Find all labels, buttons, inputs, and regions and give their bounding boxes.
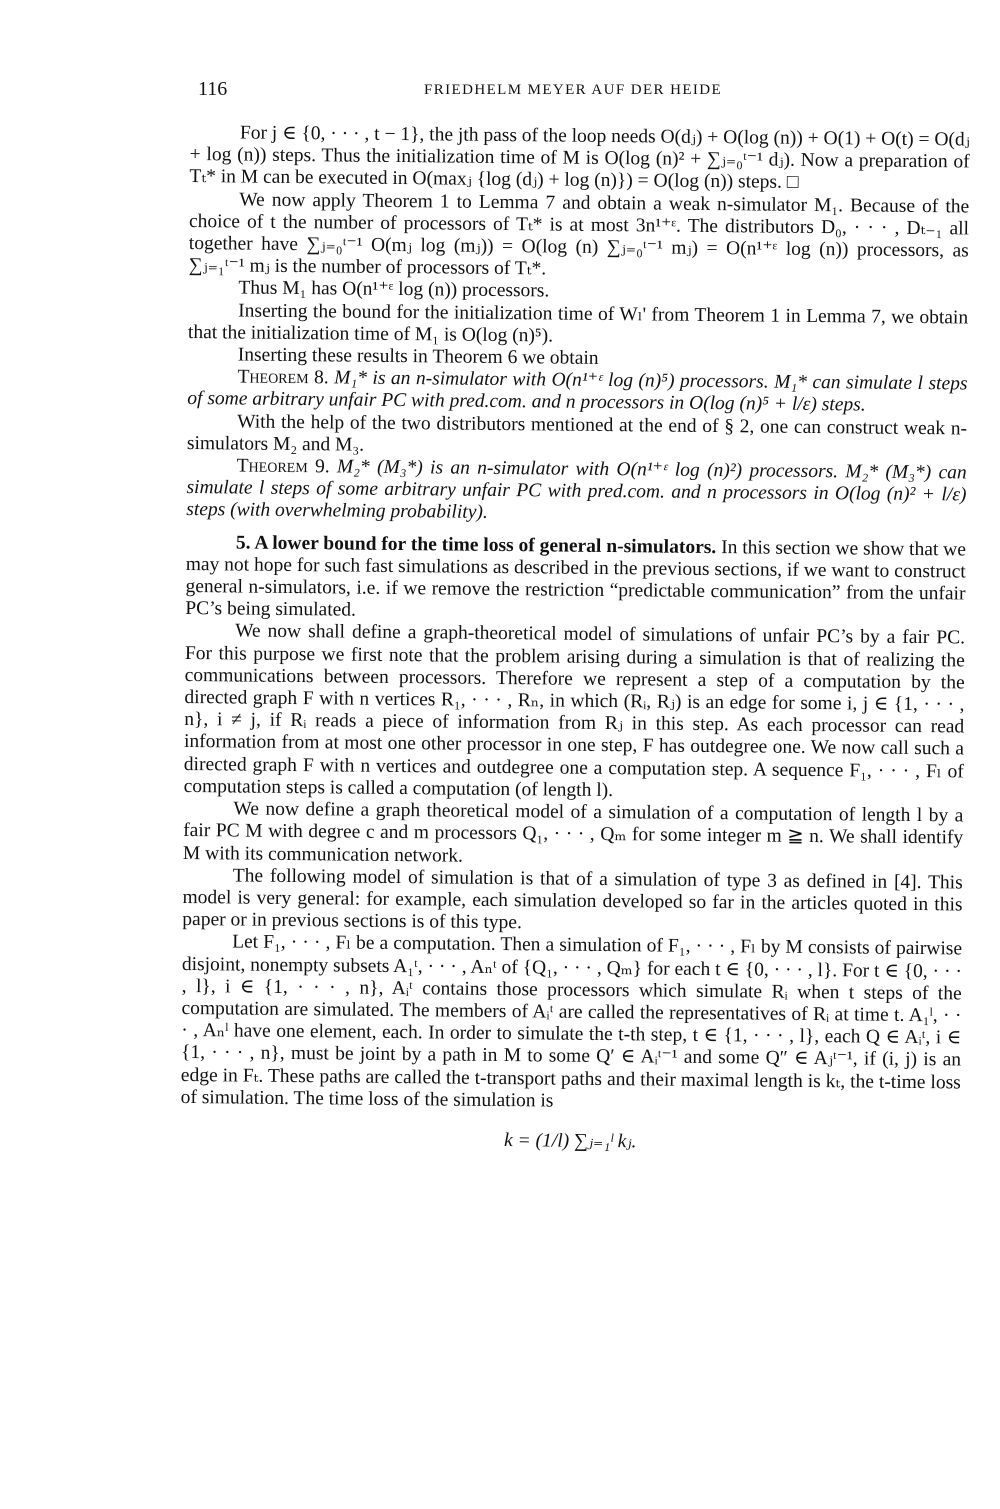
paragraph: We now define a graph theoretical model of a simulation of a computation of length l by a fair PC M with degree c and m processors Q₁, · · · , Qₘ for some integer m ≧ n. We shall identify M with its communication network. <box>182 798 964 867</box>
theorem-title: Theorem 8. <box>237 366 329 389</box>
paragraph: The following model of simulation is that of a simulation of type 3 as defined in [4]. This model is very general: for example, each simulation developed so far in the articles quoted in this paper or in previous sections is of this type. <box>182 865 963 934</box>
paragraph: Thus M₁ has O(n¹⁺ᵋ log (n)) processors. <box>238 277 550 302</box>
paragraph: We now apply Theorem 1 to Lemma 7 and obtain a weak n-simulator M₁. Because of the choice of t the number of processors of Tₜ* is at most 3n¹⁺ᵋ. The distributors D₀, · · · , Dₜ₋₁ all together have ∑ⱼ₌₀ᵗ⁻¹ O(mⱼ log (mⱼ)) = O(log (n) ∑ⱼ₌₀ᵗ⁻¹ mⱼ) = O(n¹⁺ᵋ log (n)) processors, as ∑ⱼ₌₁ᵗ⁻¹ mⱼ is the number of processors of Tₜ*. <box>188 189 970 280</box>
section-title: 5. A lower bound for the time loss of general n-simulators. <box>235 532 717 558</box>
paragraph: We now shall define a graph-theoretical model of simulations of unfair PC’s by a fair PC. For this purpose we first note that the problem arising during a simulation is that of realizing the communications between processors. Therefore we represent a step of a computation by the directed graph F with n vertices R₁, · · · , Rₙ, in which (Rᵢ, Rⱼ) is an edge for some i, j ∈ {1, · · · , n}, i ≠ j, if Rᵢ reads a piece of information from Rⱼ in this step. As each processor can read information from at most one other processor in one step, F has outdegree one. We now call such a directed graph F with n vertices and outdegree one a computation step. A sequence F₁, · · · , Fₗ of computation steps is called a computation (of length l). <box>183 620 966 801</box>
body-text <box>180 122 970 1157</box>
paragraph: Inserting the bound for the initialization time of Wₗ' from Theorem 1 in Lemma 7, we obtain that the initialization time of M₁ is O(log (n)⁵). <box>187 300 969 347</box>
running-title: FRIEDHELM MEYER AUF DER HEIDE <box>424 82 723 98</box>
time-loss-formula: k = (1/l) ∑ⱼ₌₁ˡ kⱼ. <box>503 1129 637 1153</box>
paragraph: Let F₁, · · · , Fₗ be a computation. Then a simulation of F₁, · · · , Fₗ by M consists of pairwise disjoint, nonempty subsets A₁ᵗ, · · · , Aₙᵗ of {Q₁, · · · , Qₘ} for each t ∈ {0, · · · , l}. For t ∈ {0, · · · , l}, i ∈ {1, · · · , n}, Aᵢᵗ contains those processors which simulate Rᵢ when t steps of the computation are simulated. The members of Aᵢᵗ are called the representatives of Rᵢ at time t. A₁ˡ, · · · , Aₙˡ have one element, each. In order to simulate the t-th step, t ∈ {1, · · · , l}, each Q ∈ Aᵢᵗ, i ∈ {1, · · · , n}, must be joint by a path in M to some Q′ ∈ Aᵢᵗ⁻¹ and some Q″ ∈ Aⱼᵗ⁻¹, if (i, j) is an edge in Fₜ. These paths are called the t-transport paths and their maximal length is kₜ, the t-time loss of simulation. The time loss of the simulation is <box>180 931 963 1112</box>
theorem-title: Theorem 9. <box>236 455 330 478</box>
paragraph: Inserting these results in Theorem 6 we obtain <box>237 344 599 369</box>
page-number: 116 <box>198 78 228 100</box>
theorem-statement: M₁* is an n-simulator with O(n¹⁺ᵋ log (n)⁵) processors. M₁* can simulate l steps of some arbitrary unfair PC with pred.com. and n processors in O(log (n)⁵ + l/ε) steps. <box>187 367 968 416</box>
theorem-statement: M₂* (M₃*) is an n-simulator with O(n¹⁺ᵋ log (n)²) processors. M₂* (M₃*) can simulate l steps of some arbitrary unfair PC with pred.com. and n processors in O(log (n)² + l/ε) steps (with overwhelming probability). <box>186 456 967 524</box>
section-text: In this section we show that we may not hope for such fast simulations as described in the previous sections, if we want to construct general n-simulators, i.e. if we remove the restriction “predictable communication” from the unfair PC’s being simulated. <box>185 536 967 621</box>
section-5 <box>185 532 966 628</box>
paragraph: For j ∈ {0, · · · , t − 1}, the jth pass of the loop needs O(dⱼ) + O(log (n)) + O(1) + O(t) = O(dⱼ + log (n)) steps. Thus the initialization time of M is O(log (n)² + ∑ⱼ₌₀ᵗ⁻¹ dⱼ). Now a preparation of Tₜ* in M can be executed in O(maxⱼ {log (dⱼ) + log (n)}) = O(log (n)) steps. □ <box>189 122 970 194</box>
theorem-8 <box>187 366 967 418</box>
paragraph: With the help of the two distributors mentioned at the end of § 2, one can construct weak n-simulators M₂ and M₃. <box>186 411 968 456</box>
theorem-9 <box>186 455 967 529</box>
page-header <box>198 78 978 108</box>
